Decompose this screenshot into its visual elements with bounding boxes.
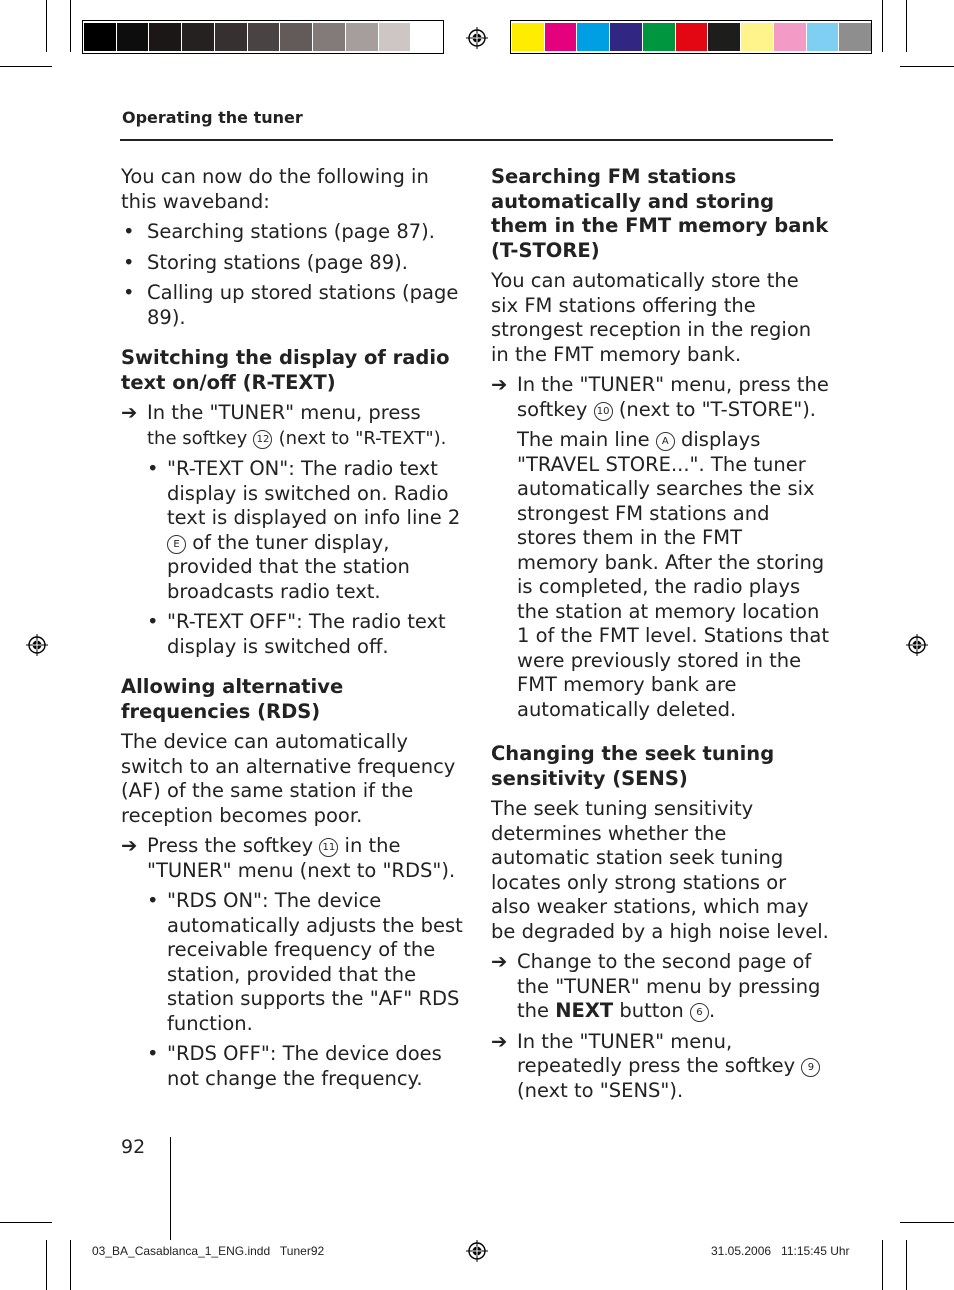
crop-mark — [0, 1222, 52, 1223]
crop-mark — [900, 66, 954, 67]
color-swatch — [610, 23, 642, 51]
intro-text: You can now do the following in this waveband: — [121, 165, 429, 213]
color-swatch — [839, 23, 871, 51]
registration-mark-icon — [466, 27, 488, 49]
color-swatch — [676, 23, 708, 51]
item-text: "R-TEXT ON": The radio text display is switched on. Radio text is displayed on info line 2 — [167, 457, 461, 529]
color-swatch — [774, 23, 806, 51]
control-number-icon: 6 — [690, 1003, 709, 1022]
crop-mark — [882, 0, 883, 52]
control-number-icon: 12 — [253, 430, 272, 449]
color-swatch — [741, 23, 773, 51]
gutter-line — [170, 1137, 171, 1240]
step-text: Change to the second page of the "TUNER" menu by pressing the — [517, 950, 821, 1022]
display-line-icon: E — [167, 535, 186, 554]
crop-mark — [46, 1240, 47, 1290]
crop-mark — [70, 1240, 71, 1290]
registration-mark-icon — [466, 1240, 488, 1262]
color-swatch — [149, 23, 181, 51]
display-line-icon: A — [656, 432, 675, 451]
color-swatch — [643, 23, 675, 51]
color-swatch — [577, 23, 609, 51]
item-text: of the tuner display, provided that the station broadcasts radio text. — [167, 530, 410, 603]
color-swatch — [215, 23, 247, 51]
color-swatch — [346, 23, 378, 51]
paragraph — [491, 428, 829, 722]
list-item: • Storing stations (page 89). — [121, 251, 466, 276]
paragraph: The seek tuning sensitivity determines whether the automatic station seek tuning locates only strong stations or also weaker stations, which may be degraded by a high noise level. — [491, 797, 829, 943]
step-text: button — [619, 999, 684, 1022]
color-swatch — [248, 23, 280, 51]
instruction-step — [121, 834, 466, 883]
list-item: • "RDS OFF": The device does not change the frequency. — [121, 1042, 466, 1091]
color-swatch — [411, 23, 443, 51]
arrow-icon: ➔ — [491, 1029, 508, 1053]
step-text: Press the softkey — [147, 834, 314, 857]
crop-mark — [882, 1240, 883, 1290]
step-text: In the "TUNER" menu, press the softkey — [517, 373, 829, 421]
paragraph: You can automatically store the six FM stations offering the strongest reception in the region in the FMT memory bank. — [491, 269, 812, 366]
instruction-step — [491, 373, 829, 422]
control-number-icon: 10 — [594, 402, 613, 421]
step-text: (next to "R-TEXT"). — [278, 427, 447, 449]
heading-sens: Changing the seek tuning sensitivity (SENS) — [491, 742, 775, 790]
color-bar — [510, 20, 872, 54]
step-text: In the "TUNER" menu, repeatedly press the softkey — [517, 1029, 796, 1077]
color-swatch — [313, 23, 345, 51]
crop-mark — [900, 1222, 954, 1223]
item-text: displays "TRAVEL STORE...". The tuner automatically searches the six strongest FM stations and stores them in the FMT memory bank. After the storing is completed, the radio plays the station at memory location 1 of the FMT level. Stations that were previously stored in the FMT memory bank are automatically deleted. — [517, 428, 829, 721]
control-number-icon: 11 — [319, 838, 338, 857]
control-number-icon: 9 — [801, 1058, 820, 1077]
list-item: • "R-TEXT OFF": The radio text display is switched off. — [121, 610, 466, 659]
crop-mark — [70, 0, 71, 52]
footer-date: 31.05.2006 11:15:45 Uhr — [711, 1244, 850, 1258]
color-swatch — [280, 23, 312, 51]
color-swatch — [708, 23, 740, 51]
color-swatch — [379, 23, 411, 51]
instruction-step — [491, 1030, 829, 1104]
crop-mark — [906, 0, 907, 52]
heading-rds: Allowing alternative frequencies (RDS) — [121, 675, 344, 723]
list-item: • Searching stations (page 87). — [121, 220, 466, 245]
instruction-step: ➔ Change to the second page of the "TUNER" menu by pressing the NEXT button 6 . — [491, 950, 821, 1022]
crop-mark — [46, 0, 47, 52]
step-text: the softkey — [147, 427, 248, 449]
color-swatch — [545, 23, 577, 51]
heading-tstore: Searching FM stations automatically and storing them in the FMT memory bank (T-STORE) — [491, 165, 829, 262]
color-swatch — [807, 23, 839, 51]
step-text: (next to "T-STORE"). — [618, 397, 817, 421]
paragraph: The device can automatically switch to an alternative frequency (AF) of the same station if the reception becomes poor. — [121, 730, 456, 827]
left-column — [121, 165, 466, 1091]
step-text: in the "TUNER" menu (next to "RDS"). — [147, 834, 456, 882]
section-header: Operating the tuner — [122, 108, 303, 127]
list-item: • Calling up stored stations (page 89). — [121, 281, 466, 330]
list-item: • "RDS ON": The device automatically adjusts the best receivable frequency of the station, provided that the station supports the "AF" RDS function. — [121, 889, 466, 1036]
color-swatch — [182, 23, 214, 51]
item-text: The main line — [517, 428, 650, 451]
heading-rtext: Switching the display of radio text on/off (R-TEXT) — [121, 346, 450, 394]
arrow-icon: ➔ — [491, 373, 508, 396]
registration-mark-icon — [26, 634, 48, 656]
arrow-icon: ➔ — [121, 401, 138, 424]
color-swatch — [117, 23, 149, 51]
instruction-step — [121, 401, 466, 451]
list-item — [121, 457, 466, 604]
arrow-icon: ➔ — [121, 834, 138, 857]
arrow-icon: ➔ — [491, 950, 508, 973]
color-swatch — [512, 23, 544, 51]
grayscale-bar — [82, 20, 444, 54]
page-number: 92 — [121, 1136, 146, 1158]
crop-mark — [906, 1240, 907, 1290]
step-text: In the "TUNER" menu, press — [147, 401, 421, 424]
next-button-label: NEXT — [555, 999, 614, 1022]
registration-mark-icon — [906, 634, 928, 656]
right-column — [491, 165, 829, 1103]
crop-mark — [0, 66, 52, 67]
footer-file: 03_BA_Casablanca_1_ENG.indd Tuner92 — [92, 1244, 325, 1258]
step-text: (next to "SENS"). — [517, 1078, 684, 1102]
color-swatch — [84, 23, 116, 51]
header-rule — [120, 139, 833, 141]
